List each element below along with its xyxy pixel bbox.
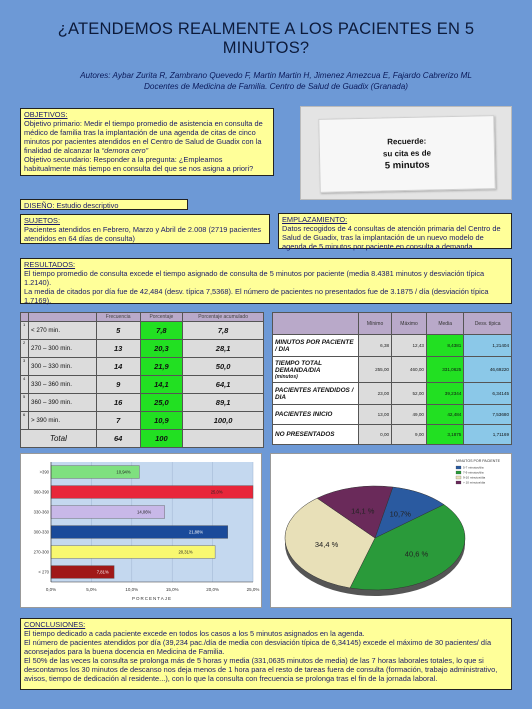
table-cell: 331,0625 (426, 357, 463, 383)
table-cell: 23,00 (359, 383, 392, 405)
table-header-cell: Frecuencia (96, 313, 140, 322)
bar-value-label: 10,94% (116, 469, 131, 475)
table-row (21, 322, 264, 340)
table-cell: < 270 min. (29, 322, 97, 340)
sujetos-heading: SUJETOS: (24, 216, 61, 225)
bar (51, 486, 253, 499)
table-cell: 14 (96, 358, 140, 376)
diseno-box (20, 199, 188, 210)
table-cell: 12,43 (392, 335, 427, 357)
x-tick-label: 5,0% (86, 587, 97, 592)
table-cell: 360 – 390 min. (29, 394, 97, 412)
legend-label: > 10 minutos/dia (463, 480, 486, 485)
table-cell: 270 – 300 min. (29, 340, 97, 358)
resultados-p2: La media de citados por día fue de 42,484 (desv. típica 7,5368). El número de pacientes no presentados fue de 3.1875 / día (desviación típica 1.7169). (24, 287, 489, 305)
table-cell: 1,21404 (464, 335, 512, 357)
table-cell: 9,00 (392, 425, 427, 445)
table-cell: TIEMPO TOTAL DEMANDA/DIA (minutos) (273, 357, 359, 383)
bar-value-label: 25,0% (210, 489, 223, 495)
table-row (273, 405, 512, 425)
table-cell: 460,00 (392, 357, 427, 383)
legend-label: 7-9 minutos/dia (463, 470, 484, 475)
table-header-cell: Media (426, 313, 463, 335)
pie-slice-label: 40,6 % (404, 549, 429, 559)
table-cell: 3,1875 (426, 425, 463, 445)
table-cell: 8,4381 (426, 335, 463, 357)
table-header-cell: Desv. típica (464, 313, 512, 335)
table-cell (183, 430, 264, 448)
sujetos-box (20, 214, 270, 244)
legend-label: 5-7 minutos/dia (463, 465, 484, 470)
table-cell: 3 (21, 358, 29, 376)
stats-table-header (273, 313, 512, 335)
y-tick-label: 270-300 (33, 549, 49, 555)
minutes-pie-chart (270, 453, 512, 608)
x-tick-label: 10,0% (125, 587, 139, 592)
table-cell: 42,484 (426, 405, 463, 425)
y-tick-label: 300-330 (33, 529, 49, 535)
table-cell: 13,00 (359, 405, 392, 425)
objetivos-box (20, 108, 274, 176)
table-cell: 20,3 (140, 340, 183, 358)
emplazamiento-box (278, 213, 512, 249)
table-header-cell: Mínimo (359, 313, 392, 335)
pie-slice-label: 14,1 % (351, 506, 375, 516)
table-header-cell: Porcentaje (140, 313, 183, 322)
table-cell: 14,1 (140, 376, 183, 394)
y-tick-label: 330-360 (33, 509, 49, 515)
legend-swatch (456, 471, 461, 474)
bar-value-label: 21,88% (188, 529, 204, 535)
table-row (273, 357, 512, 383)
sujetos-text: Pacientes atendidos en Febrero, Marzo y Abril de 2.008 (2719 pacientes atendidos en 64 días de consulta) (24, 225, 262, 243)
emplazamiento-text: Datos recogidos de 4 consultas de atención primaria del Centro de Salud de Guadix, tras la implantación de un nuevo modelo de agenda de 5 minutos por paciente en consulta a demanda (282, 224, 501, 251)
bar-chart-svg (21, 454, 261, 607)
resultados-box (20, 258, 512, 304)
conclusiones-box (20, 618, 512, 690)
objetivo-secundario: Objetivo secundario: Responder a la pregunta: ¿Empleamos habitualmente más tiempo en consulta del que se nos asigna a priori? (24, 155, 254, 173)
reminder-card (318, 115, 496, 193)
conclusiones-p3: El 50% de las veces la consulta se prolonga más de 5 horas y media (331,0635 minutos de media) de las 7 horas laborales totales, lo que si descontamos los 30 minutos de descanso nos deja menos de 1 hora para el resto de tareas fuera de consulta (formación, trabajo administrativo, avisos, tiempo de dedicación al residente...), con lo que la consulta con frecuencia se prolonga tras el fin de la jornada laboral. (24, 656, 498, 683)
y-tick-label: < 270 (38, 569, 49, 575)
table-cell: 6,34145 (464, 383, 512, 405)
table-cell: 50,0 (183, 358, 264, 376)
table-cell: 39,2344 (426, 383, 463, 405)
table-total-row (21, 430, 264, 448)
table-cell: MINUTOS POR PACIENTE / DIA (273, 335, 359, 357)
table-row (21, 376, 264, 394)
table-cell: 7,8 (183, 322, 264, 340)
authors-names: Autores: Aybar Zurita R, Zambrano Quevedo F, Martin Martin H, Jimenez Amezcua E, Fajardo Cabrerizo ML (80, 71, 472, 80)
frequency-table (20, 312, 264, 448)
legend-swatch (456, 481, 461, 484)
table-cell: 7,53680 (464, 405, 512, 425)
conclusiones-heading: CONCLUSIONES: (24, 620, 86, 629)
table-header-cell: Máximo (392, 313, 427, 335)
diseno-heading: DISEÑO: (24, 201, 55, 210)
table-cell: 5 (21, 394, 29, 412)
table-row (273, 383, 512, 405)
total-freq: 64 (96, 430, 140, 448)
table-cell: NO PRESENTADOS (273, 425, 359, 445)
table-cell: PACIENTES ATENDIDOS / DIA (273, 383, 359, 405)
authors-block (40, 70, 512, 92)
table-header-cell: Porcentaje acumulado (183, 313, 264, 322)
resultados-heading: RESULTADOS: (24, 260, 76, 269)
table-cell: > 390 min. (29, 412, 97, 430)
table-row (21, 358, 264, 376)
table-cell: 1 (21, 322, 29, 340)
table-cell: 28,1 (183, 340, 264, 358)
reminder-line2: su cita es de (382, 148, 432, 159)
table-cell: 255,00 (359, 357, 392, 383)
legend-label: 9-10 minutos/dia (463, 475, 486, 480)
total-pct: 100 (140, 430, 183, 448)
table-cell: 25,0 (140, 394, 183, 412)
table-row (21, 412, 264, 430)
pie-slice-label: 10,7% (389, 509, 411, 519)
table-cell: 5 (96, 322, 140, 340)
legend-swatch (456, 476, 461, 479)
table-cell: 7 (96, 412, 140, 430)
percentage-bar-chart (20, 453, 262, 608)
y-tick-label: >390 (39, 469, 49, 475)
pie-slice-label: 34,4 % (314, 539, 339, 549)
table-cell: 21,9 (140, 358, 183, 376)
table-cell: 13 (96, 340, 140, 358)
pie-chart-svg (271, 454, 511, 607)
table-cell: 100,0 (183, 412, 264, 430)
authors-affiliation: Docentes de Medicina de Familia. Centro de Salud de Guadix (Granada) (144, 82, 408, 91)
table-cell: 6,38 (359, 335, 392, 357)
resultados-p1: El tiempo promedio de consulta excede el tiempo asignado de consulta de 5 minutos por paciente (media 8.4381 minutos y desviación típica 1.2140). (24, 269, 485, 287)
table-cell: PACIENTES INICIO (273, 405, 359, 425)
table-cell: 52,00 (392, 383, 427, 405)
table-row (273, 425, 512, 445)
reminder-line1: Recuerde: (387, 136, 427, 147)
poster-title: ¿ATENDEMOS REALMENTE A LOS PACIENTES EN 5 MINUTOS? (57, 20, 475, 57)
x-tick-label: 15,0% (165, 587, 179, 592)
table-cell: 4 (21, 376, 29, 394)
table-cell: 9 (96, 376, 140, 394)
conclusiones-p1: El tiempo dedicado a cada paciente excede en todos los casos a los 5 minutos asignados en la agenda. (24, 629, 365, 638)
table-row (273, 335, 512, 357)
table-cell: 0,00 (359, 425, 392, 445)
table-cell: 16 (96, 394, 140, 412)
reminder-line3: 5 minutos (384, 159, 430, 172)
bar-value-label: 14,06% (137, 509, 152, 515)
x-tick-label: 20,0% (206, 587, 219, 592)
table-header-cell (273, 313, 359, 335)
conclusiones-p2: El número de pacientes atendidos por día (39,234 pac./día de media con desviación típica de 6,34145) excede el máximo de 30 pacientes/ día aconsejados para la buena docencia en Medicina de Familia. (24, 638, 492, 656)
table-row (21, 394, 264, 412)
table-cell: 7,8 (140, 322, 183, 340)
table-row (21, 340, 264, 358)
bar-value-label: 7,81% (96, 569, 109, 575)
table-header-cell (29, 313, 97, 322)
table-cell: 89,1 (183, 394, 264, 412)
table-cell: 64,1 (183, 376, 264, 394)
table-header-cell (21, 313, 29, 322)
table-cell: 49,00 (392, 405, 427, 425)
objetivo-primario: Objetivo primario: Medir el tiempo promedio de asistencia en consulta de médico de familia tras la implantación de una agenda de citas de cinco minutos por pacientes atendidos en el Centro de Salud de Guadix con la finalidad de alcanzar la “demora cero” (24, 119, 263, 155)
frequency-table-header (21, 313, 264, 322)
table-cell: 330 – 360 min. (29, 376, 97, 394)
bar-value-label: 20,31% (178, 549, 193, 555)
table-cell: 2 (21, 340, 29, 358)
total-label: Total (21, 430, 97, 448)
table-cell: 46,69220 (464, 357, 512, 383)
x-tick-label: 0,0% (45, 587, 57, 592)
table-cell: 1,71169 (464, 425, 512, 445)
reminder-photo (300, 106, 512, 200)
emplazamiento-heading: EMPLAZAMIENTO: (282, 215, 348, 224)
legend-title: MINUTOS POR PACIENTE (456, 459, 500, 463)
table-cell: 6 (21, 412, 29, 430)
x-tick-label: 25,0% (246, 587, 260, 592)
table-cell: 10,9 (140, 412, 183, 430)
table-cell: 300 – 330 min. (29, 358, 97, 376)
y-tick-label: 360-390 (33, 489, 49, 495)
plot-area (51, 462, 253, 582)
stats-table (272, 312, 512, 445)
objetivos-heading: OBJETIVOS: (24, 110, 68, 119)
diseno-text: Estudio descriptivo (54, 201, 119, 210)
legend-swatch (456, 466, 461, 469)
x-axis-label: PORCENTAJE (132, 596, 172, 601)
